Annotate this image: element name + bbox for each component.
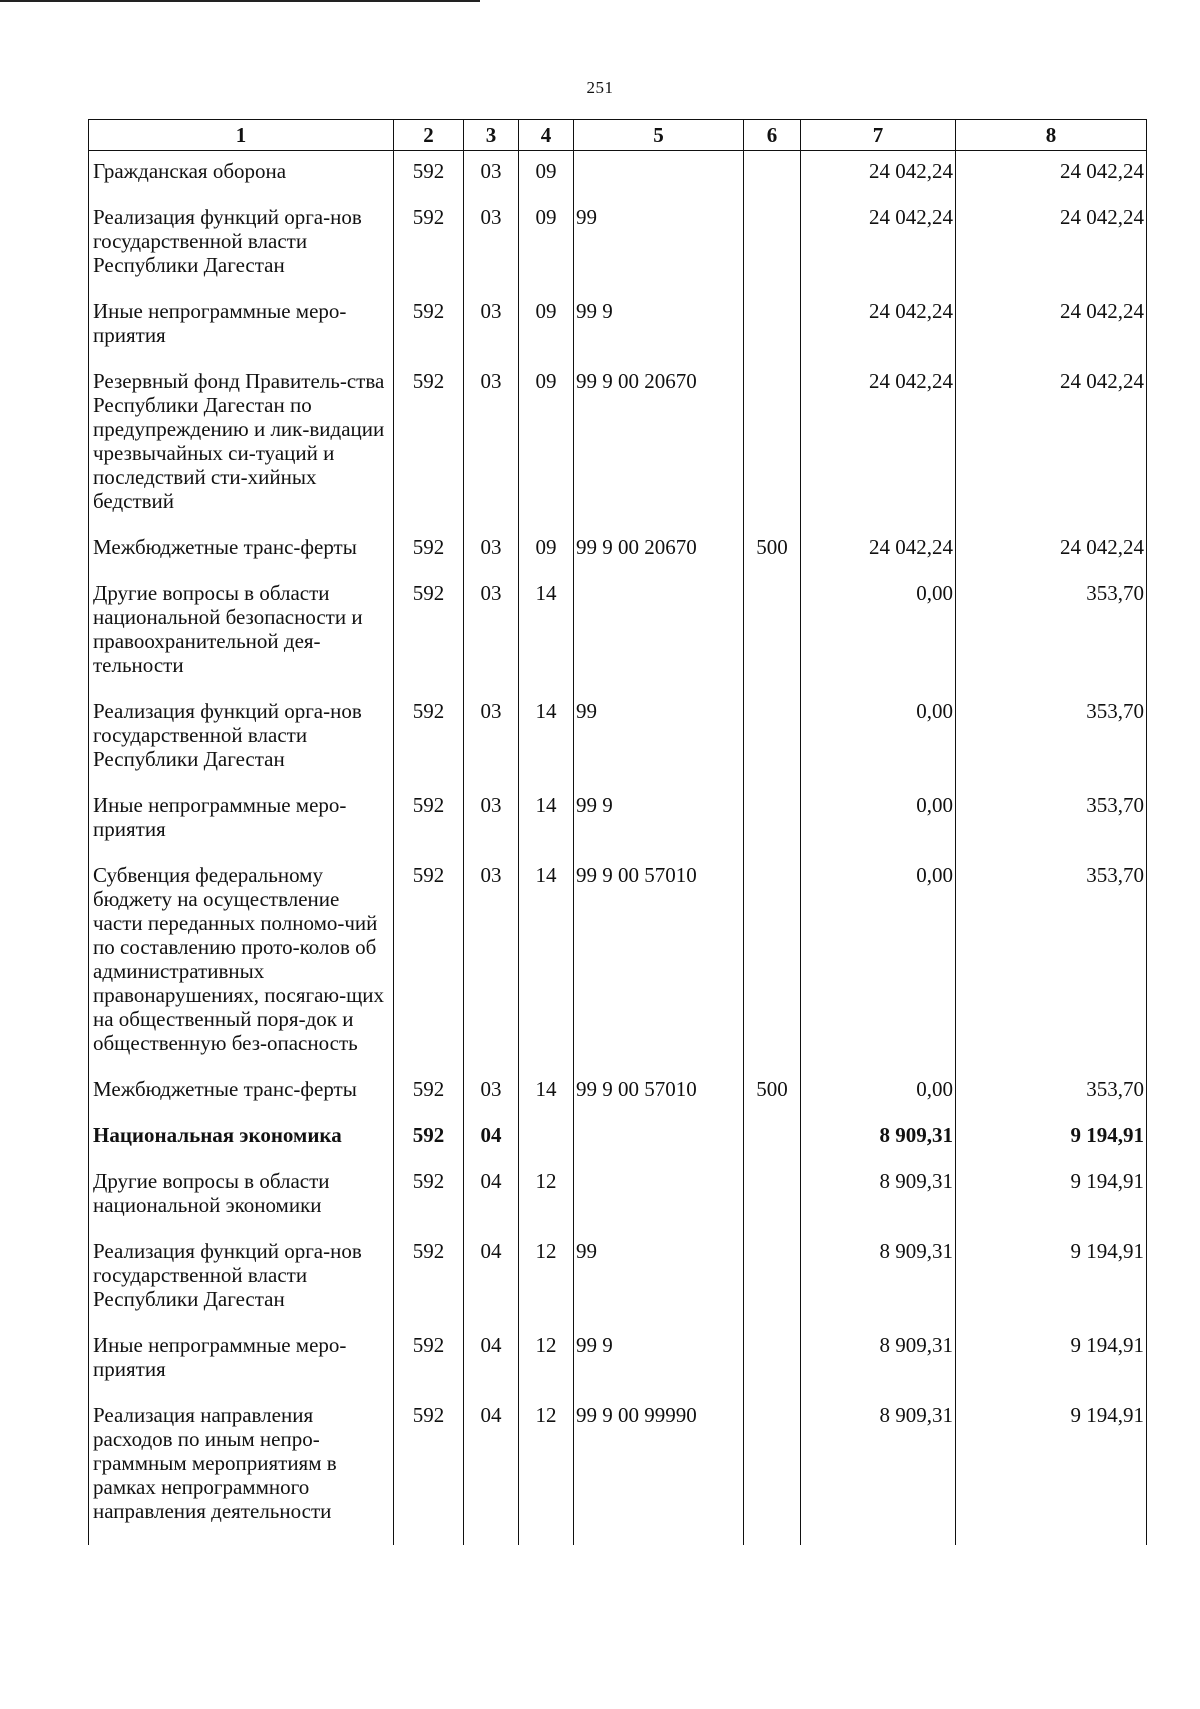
- row-name-cell: Реализация функций орга-нов государственной власти Республики Дагестан: [89, 691, 394, 785]
- row-name-cell: Другие вопросы в области национальной безопасности и правоохранительной дея-тельности: [89, 573, 394, 691]
- row-target-article-cell: 99: [574, 197, 744, 291]
- table-row: [89, 1395, 1147, 1545]
- row-expense-type-cell: [744, 573, 801, 691]
- row-amount-cell: 24 042,24: [956, 197, 1147, 291]
- row-section-cell: 03: [464, 1069, 519, 1115]
- row-amount-cell: 24 042,24: [801, 361, 956, 527]
- row-expense-type-cell: [744, 1395, 801, 1545]
- row-expense-type-cell: [744, 1325, 801, 1395]
- row-target-article-cell: 99 9 00 57010: [574, 855, 744, 1069]
- row-name-cell: Реализация функций орга-нов государственной власти Республики Дагестан: [89, 1231, 394, 1325]
- row-subsection-cell: 14: [519, 1069, 574, 1115]
- row-code-cell: 592: [394, 1161, 464, 1231]
- row-amount-cell: 9 194,91: [956, 1115, 1147, 1161]
- row-subsection-cell: 12: [519, 1395, 574, 1545]
- row-name-cell: Субвенция федеральному бюджету на осуществление части переданных полномо-чий по составлению прото-колов об административных правонарушениях, посягаю-щих на общественный поря-док и общественную без-опасность: [89, 855, 394, 1069]
- row-target-article-cell: 99 9: [574, 1325, 744, 1395]
- row-amount-cell: 24 042,24: [801, 291, 956, 361]
- row-section-cell: 04: [464, 1395, 519, 1545]
- row-amount-cell: 8 909,31: [801, 1395, 956, 1545]
- column-header: 8: [956, 120, 1147, 151]
- top-edge-rule: [0, 0, 480, 2]
- table-row: [89, 1231, 1147, 1325]
- table-row: [89, 361, 1147, 527]
- row-section-cell: 04: [464, 1325, 519, 1395]
- row-name-cell: Иные непрограммные меро-приятия: [89, 1325, 394, 1395]
- row-section-cell: 03: [464, 527, 519, 573]
- row-expense-type-cell: [744, 785, 801, 855]
- table-row: [89, 291, 1147, 361]
- row-amount-cell: 0,00: [801, 691, 956, 785]
- row-amount-cell: 8 909,31: [801, 1115, 956, 1161]
- row-subsection-cell: 09: [519, 197, 574, 291]
- row-expense-type-cell: [744, 197, 801, 291]
- row-target-article-cell: 99: [574, 691, 744, 785]
- row-subsection-cell: 14: [519, 785, 574, 855]
- row-target-article-cell: 99 9: [574, 291, 744, 361]
- table-row: [89, 1325, 1147, 1395]
- row-name-cell: Иные непрограммные меро-приятия: [89, 785, 394, 855]
- row-code-cell: 592: [394, 855, 464, 1069]
- column-header: 3: [464, 120, 519, 151]
- row-expense-type-cell: [744, 1161, 801, 1231]
- row-target-article-cell: [574, 1161, 744, 1231]
- row-amount-cell: 9 194,91: [956, 1231, 1147, 1325]
- row-code-cell: 592: [394, 1115, 464, 1161]
- budget-table: [88, 119, 1147, 1545]
- column-header: 1: [89, 120, 394, 151]
- row-amount-cell: 353,70: [956, 1069, 1147, 1115]
- row-section-cell: 04: [464, 1161, 519, 1231]
- row-code-cell: 592: [394, 573, 464, 691]
- table-row: [89, 691, 1147, 785]
- row-subsection-cell: 12: [519, 1325, 574, 1395]
- row-expense-type-cell: [744, 291, 801, 361]
- page-number: 251: [586, 78, 614, 97]
- table-row: [89, 855, 1147, 1069]
- row-amount-cell: 353,70: [956, 785, 1147, 855]
- row-code-cell: 592: [394, 1231, 464, 1325]
- table-row: [89, 1115, 1147, 1161]
- row-amount-cell: 0,00: [801, 785, 956, 855]
- table-row: [89, 1161, 1147, 1231]
- row-amount-cell: 353,70: [956, 855, 1147, 1069]
- row-name-cell: Национальная экономика: [89, 1115, 394, 1161]
- row-target-article-cell: 99 9 00 99990: [574, 1395, 744, 1545]
- row-section-cell: 04: [464, 1115, 519, 1161]
- row-code-cell: 592: [394, 1069, 464, 1115]
- row-section-cell: 03: [464, 691, 519, 785]
- row-amount-cell: 24 042,24: [956, 527, 1147, 573]
- table-row: [89, 151, 1147, 198]
- row-amount-cell: 353,70: [956, 573, 1147, 691]
- row-code-cell: 592: [394, 691, 464, 785]
- row-code-cell: 592: [394, 1325, 464, 1395]
- row-subsection-cell: 09: [519, 361, 574, 527]
- row-section-cell: 03: [464, 291, 519, 361]
- row-amount-cell: 9 194,91: [956, 1325, 1147, 1395]
- row-code-cell: 592: [394, 361, 464, 527]
- row-code-cell: 592: [394, 785, 464, 855]
- row-amount-cell: 8 909,31: [801, 1161, 956, 1231]
- row-amount-cell: 24 042,24: [956, 361, 1147, 527]
- table-row: [89, 1069, 1147, 1115]
- row-subsection-cell: 12: [519, 1161, 574, 1231]
- row-name-cell: Межбюджетные транс-ферты: [89, 527, 394, 573]
- row-target-article-cell: 99 9: [574, 785, 744, 855]
- row-name-cell: Другие вопросы в области национальной экономики: [89, 1161, 394, 1231]
- table-row: [89, 785, 1147, 855]
- row-subsection-cell: 09: [519, 151, 574, 198]
- row-subsection-cell: 14: [519, 855, 574, 1069]
- row-section-cell: 03: [464, 573, 519, 691]
- row-amount-cell: 24 042,24: [801, 151, 956, 198]
- row-code-cell: 592: [394, 527, 464, 573]
- row-amount-cell: 24 042,24: [956, 151, 1147, 198]
- table-header-row: [89, 120, 1147, 151]
- row-section-cell: 03: [464, 785, 519, 855]
- row-amount-cell: 0,00: [801, 1069, 956, 1115]
- row-expense-type-cell: [744, 151, 801, 198]
- row-expense-type-cell: [744, 691, 801, 785]
- column-header: 5: [574, 120, 744, 151]
- row-target-article-cell: [574, 151, 744, 198]
- row-code-cell: 592: [394, 197, 464, 291]
- row-amount-cell: 9 194,91: [956, 1395, 1147, 1545]
- row-expense-type-cell: [744, 855, 801, 1069]
- row-name-cell: Реализация направления расходов по иным непро-граммным мероприятиям в рамках непрограммного направления деятельности: [89, 1395, 394, 1545]
- row-section-cell: 03: [464, 151, 519, 198]
- row-amount-cell: 24 042,24: [956, 291, 1147, 361]
- row-amount-cell: 0,00: [801, 855, 956, 1069]
- row-target-article-cell: [574, 1115, 744, 1161]
- table-body: [89, 151, 1147, 1546]
- row-expense-type-cell: [744, 361, 801, 527]
- row-expense-type-cell: [744, 1231, 801, 1325]
- row-name-cell: Гражданская оборона: [89, 151, 394, 198]
- row-amount-cell: 9 194,91: [956, 1161, 1147, 1231]
- row-target-article-cell: 99 9 00 20670: [574, 361, 744, 527]
- row-amount-cell: 8 909,31: [801, 1231, 956, 1325]
- row-subsection-cell: 12: [519, 1231, 574, 1325]
- row-code-cell: 592: [394, 151, 464, 198]
- row-subsection-cell: 09: [519, 527, 574, 573]
- row-expense-type-cell: [744, 1115, 801, 1161]
- row-subsection-cell: [519, 1115, 574, 1161]
- column-header: 6: [744, 120, 801, 151]
- column-header: 2: [394, 120, 464, 151]
- column-header: 7: [801, 120, 956, 151]
- row-name-cell: Иные непрограммные меро-приятия: [89, 291, 394, 361]
- row-target-article-cell: [574, 573, 744, 691]
- row-amount-cell: 353,70: [956, 691, 1147, 785]
- row-section-cell: 03: [464, 197, 519, 291]
- row-name-cell: Реализация функций орга-нов государственной власти Республики Дагестан: [89, 197, 394, 291]
- row-section-cell: 04: [464, 1231, 519, 1325]
- row-amount-cell: 24 042,24: [801, 197, 956, 291]
- row-section-cell: 03: [464, 855, 519, 1069]
- row-section-cell: 03: [464, 361, 519, 527]
- row-subsection-cell: 14: [519, 573, 574, 691]
- row-amount-cell: 8 909,31: [801, 1325, 956, 1395]
- row-amount-cell: 0,00: [801, 573, 956, 691]
- row-expense-type-cell: 500: [744, 1069, 801, 1115]
- row-name-cell: Резервный фонд Правитель-ства Республики Дагестан по предупреждению и лик-видации чрезвычайных си-туаций и последствий сти-хийных бедствий: [89, 361, 394, 527]
- row-code-cell: 592: [394, 291, 464, 361]
- row-name-cell: Межбюджетные транс-ферты: [89, 1069, 394, 1115]
- row-target-article-cell: 99 9 00 57010: [574, 1069, 744, 1115]
- table-row: [89, 573, 1147, 691]
- row-target-article-cell: 99: [574, 1231, 744, 1325]
- table-row: [89, 197, 1147, 291]
- row-expense-type-cell: 500: [744, 527, 801, 573]
- row-code-cell: 592: [394, 1395, 464, 1545]
- row-subsection-cell: 14: [519, 691, 574, 785]
- table-row: [89, 527, 1147, 573]
- row-target-article-cell: 99 9 00 20670: [574, 527, 744, 573]
- row-amount-cell: 24 042,24: [801, 527, 956, 573]
- column-header: 4: [519, 120, 574, 151]
- row-subsection-cell: 09: [519, 291, 574, 361]
